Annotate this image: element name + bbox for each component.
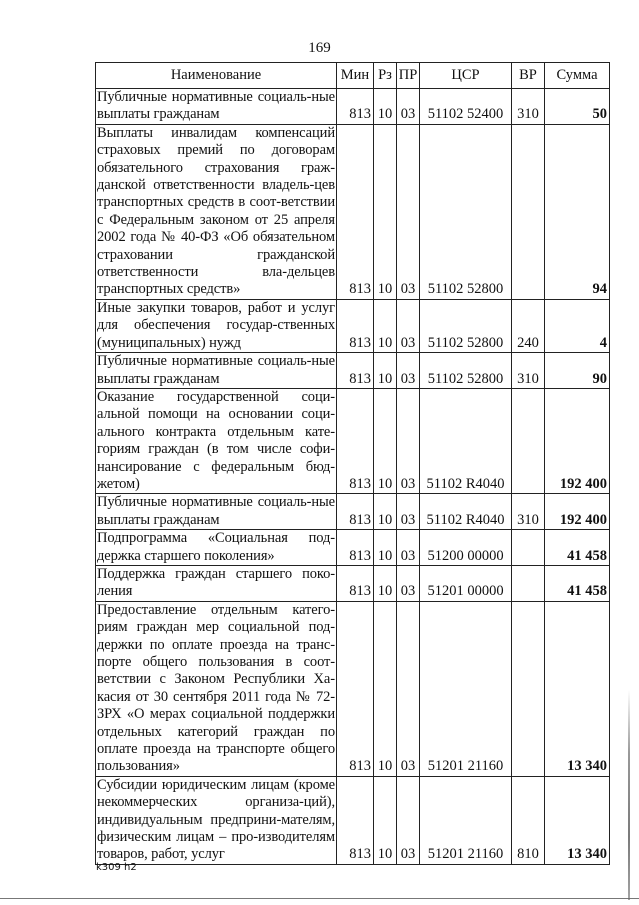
row-sum: 94 (545, 124, 610, 299)
row-vr: 310 (512, 353, 545, 389)
row-vr: 810 (512, 776, 545, 864)
row-vr (512, 388, 545, 493)
row-csr: 51102 52800 (420, 353, 512, 389)
row-vr: 310 (512, 494, 545, 530)
header-min: Мин (337, 63, 374, 89)
row-name: Публичные нормативные социаль-ные выплаты гражданам (97, 89, 335, 123)
table-row (96, 388, 610, 493)
row-name: Поддержка граждан старшего поко-ления (97, 565, 335, 600)
row-min: 813 (337, 124, 374, 299)
row-sum: 4 (545, 299, 610, 352)
row-pr: 03 (397, 89, 420, 125)
row-min: 813 (337, 299, 374, 352)
table-row (96, 776, 610, 864)
row-rz: 10 (374, 494, 397, 530)
header-sum: Сумма (545, 63, 610, 89)
row-rz: 10 (374, 601, 397, 776)
row-csr: 51102 R4040 (420, 388, 512, 493)
row-name: Публичные нормативные социаль-ные выплаты гражданам (97, 353, 335, 387)
row-csr: 51201 21160 (420, 601, 512, 776)
row-vr (512, 530, 545, 566)
row-sum: 13 340 (545, 601, 610, 776)
header-rz: Рз (374, 63, 397, 89)
table-row (96, 353, 610, 389)
row-name: Субсидии юридическим лицам (кроме некоммерческих организа-ций), индивидуальным предприни-мателям, физическим лицам – про-изводителям товаров, работ, услуг (97, 776, 335, 863)
row-min: 813 (337, 89, 374, 125)
row-csr: 51102 R4040 (420, 494, 512, 530)
row-name: Публичные нормативные социаль-ные выплаты гражданам (97, 494, 335, 528)
row-sum: 192 400 (545, 494, 610, 530)
row-rz: 10 (374, 776, 397, 864)
row-csr: 51200 00000 (420, 530, 512, 566)
row-min: 813 (337, 530, 374, 566)
header-pr: ПР (397, 63, 420, 89)
table-row (96, 89, 610, 125)
row-pr: 03 (397, 124, 420, 299)
row-rz: 10 (374, 353, 397, 389)
footer-code: k309 h2 (96, 862, 137, 873)
row-min: 813 (337, 565, 374, 601)
row-pr: 03 (397, 299, 420, 352)
row-min: 813 (337, 388, 374, 493)
row-pr: 03 (397, 530, 420, 566)
row-rz: 10 (374, 299, 397, 352)
row-sum: 41 458 (545, 565, 610, 601)
header-name: Наименование (96, 63, 337, 89)
row-vr: 240 (512, 299, 545, 352)
row-rz: 10 (374, 565, 397, 601)
row-min: 813 (337, 601, 374, 776)
row-name: Выплаты инвалидам компенсаций страховых премий по договорам обязательного страхования граж-данской ответственности владель-цев транспортных средств в соот-ветствии с Федеральным законом от 25 апреля 2002 года № 40-ФЗ «Об обязательном страховании гражданской ответственности вла-дельцев транспортных средств» (97, 124, 335, 298)
header-csr: ЦСР (420, 63, 512, 89)
table-row (96, 494, 610, 530)
row-csr: 51201 00000 (420, 565, 512, 601)
row-rz: 10 (374, 388, 397, 493)
row-sum: 90 (545, 353, 610, 389)
budget-table (95, 62, 610, 865)
row-name: Предоставление отдельным катего-риям граждан мер социальной под-держки по оплате проезда на транс-порте общего пользования в соот-ветствии с Законом Республики Ха-касия от 30 сентября 2011 года № 72-ЗРХ «О мерах социальной поддержки отдельных категорий граждан по оплате проезда на транспорте общего пользования» (97, 601, 335, 775)
table-row (96, 124, 610, 299)
table-row (96, 601, 610, 776)
row-sum: 192 400 (545, 388, 610, 493)
row-min: 813 (337, 494, 374, 530)
row-vr (512, 601, 545, 776)
row-name: Оказание государственной соци-альной помощи на основании соци-ального контракта отдельным кате-гориям граждан (в том числе софи-нансирование с федеральным бюд-жетом) (97, 388, 335, 492)
row-csr: 51102 52800 (420, 299, 512, 352)
row-min: 813 (337, 353, 374, 389)
row-sum: 13 340 (545, 776, 610, 864)
row-vr: 310 (512, 89, 545, 125)
row-vr (512, 565, 545, 601)
row-min: 813 (337, 776, 374, 864)
row-name: Подпрограмма «Социальная под-держка старшего поколения» (97, 530, 335, 564)
row-rz: 10 (374, 124, 397, 299)
page-number: 169 (308, 40, 331, 56)
row-name: Иные закупки товаров, работ и услуг для обеспечения государ-ственных (муниципальных) нужд (97, 299, 335, 351)
row-pr: 03 (397, 494, 420, 530)
table-row (96, 530, 610, 566)
row-csr: 51102 52400 (420, 89, 512, 125)
table-row (96, 565, 610, 601)
row-sum: 50 (545, 89, 610, 125)
row-pr: 03 (397, 353, 420, 389)
row-csr: 51201 21160 (420, 776, 512, 864)
row-pr: 03 (397, 776, 420, 864)
row-csr: 51102 52800 (420, 124, 512, 299)
header-vr: ВР (512, 63, 545, 89)
scan-bottom-edge (0, 898, 639, 899)
row-rz: 10 (374, 89, 397, 125)
row-vr (512, 124, 545, 299)
table-row (96, 299, 610, 352)
row-pr: 03 (397, 601, 420, 776)
row-rz: 10 (374, 530, 397, 566)
scan-right-edge (628, 690, 630, 900)
row-pr: 03 (397, 565, 420, 601)
table-header-row (96, 63, 610, 89)
row-pr: 03 (397, 388, 420, 493)
row-sum: 41 458 (545, 530, 610, 566)
